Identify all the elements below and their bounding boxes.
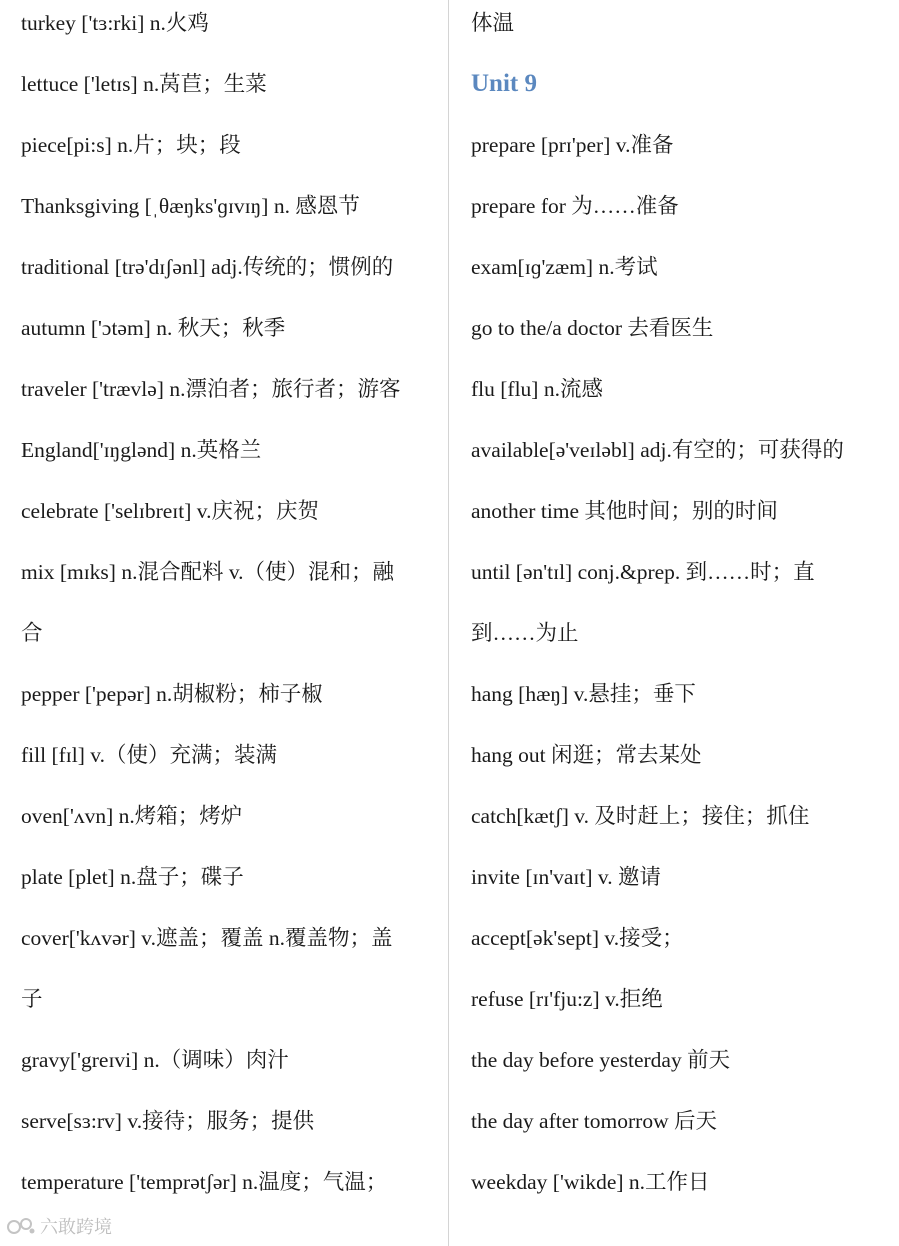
vocab-line: go to the/a doctor 去看医生 [471,316,714,340]
vocab-line: invite [ɪn'vaɪt] v. 邀请 [471,865,661,889]
vocab-line: lettuce ['letɪs] n.莴苣；生菜 [21,72,267,96]
vocab-line: autumn ['ɔtəm] n. 秋天；秋季 [21,316,286,340]
left-column [21,0,439,1220]
vocab-line: mix [mɪks] n.混合配料 v.（使）混和；融 [21,560,395,584]
vocab-line: gravy['greɪvi] n.（调味）肉汁 [21,1048,289,1072]
vocab-line: plate [plet] n.盘子；碟子 [21,865,244,889]
watermark-text: 六敢跨境 [40,1217,112,1238]
vocab-line: accept[ək'sept] v.接受； [471,926,684,950]
vocab-line: temperature ['temprətʃər] n.温度；气温； [21,1170,388,1194]
vocab-line: the day after tomorrow 后天 [471,1109,717,1133]
vocab-line: available[ə'veɪləbl] adj.有空的；可获得的 [471,438,844,462]
vocab-line: Thanksgiving [ˌθæŋks'ɡɪvɪŋ] n. 感恩节 [21,194,360,218]
vocab-line: oven['ʌvn] n.烤箱；烤炉 [21,804,243,828]
logo-icon [6,1215,36,1237]
vocab-line: 子 [21,987,43,1011]
vocab-line: celebrate ['selɪbreɪt] v.庆祝；庆贺 [21,499,319,523]
vocab-line: 合 [21,621,43,645]
vocab-line: flu [flu] n.流感 [471,377,603,401]
vocab-line: 体温 [471,11,515,35]
vocab-line: 到……为止 [471,621,579,645]
vocab-line: serve[sɜ:rv] v.接待；服务；提供 [21,1109,315,1133]
vocab-line: turkey ['tɜ:rki] n.火鸡 [21,11,209,35]
column-divider [448,0,449,1246]
vocab-line: England['ɪŋglənd] n.英格兰 [21,438,262,462]
vocab-line: another time 其他时间；别的时间 [471,499,778,523]
vocab-line: traveler ['trævlə] n.漂泊者；旅行者；游客 [21,377,401,401]
right-column [471,0,891,1220]
vocab-line: pepper ['pepər] n.胡椒粉；柿子椒 [21,682,323,706]
vocab-line: until [ən'tɪl] conj.&prep. 到……时；直 [471,560,815,584]
vocab-line: weekday ['wikde] n.工作日 [471,1170,710,1194]
vocab-line: prepare for 为……准备 [471,194,679,218]
vocab-line: traditional [trə'dɪʃənl] adj.传统的；惯例的 [21,255,394,279]
vocab-line: piece[pi:s] n.片；块；段 [21,133,241,157]
unit-heading: Unit 9 [471,70,537,97]
vocab-line: catch[kætʃ] v. 及时赶上；接住；抓住 [471,804,810,828]
vocab-line: cover['kʌvər] v.遮盖；覆盖 n.覆盖物；盖 [21,926,393,950]
vocab-line: refuse [rɪ'fju:z] v.拒绝 [471,987,663,1011]
vocab-line: hang out 闲逛；常去某处 [471,743,702,767]
vocab-line: the day before yesterday 前天 [471,1048,731,1072]
vocab-line: prepare [prɪ'per] v.准备 [471,133,674,157]
vocab-line: exam[ɪɡ'zæm] n.考试 [471,255,658,279]
vocab-line: fill [fɪl] v.（使）充满；装满 [21,743,277,767]
vocab-line: hang [hæŋ] v.悬挂；垂下 [471,682,696,706]
watermark [6,1211,112,1241]
